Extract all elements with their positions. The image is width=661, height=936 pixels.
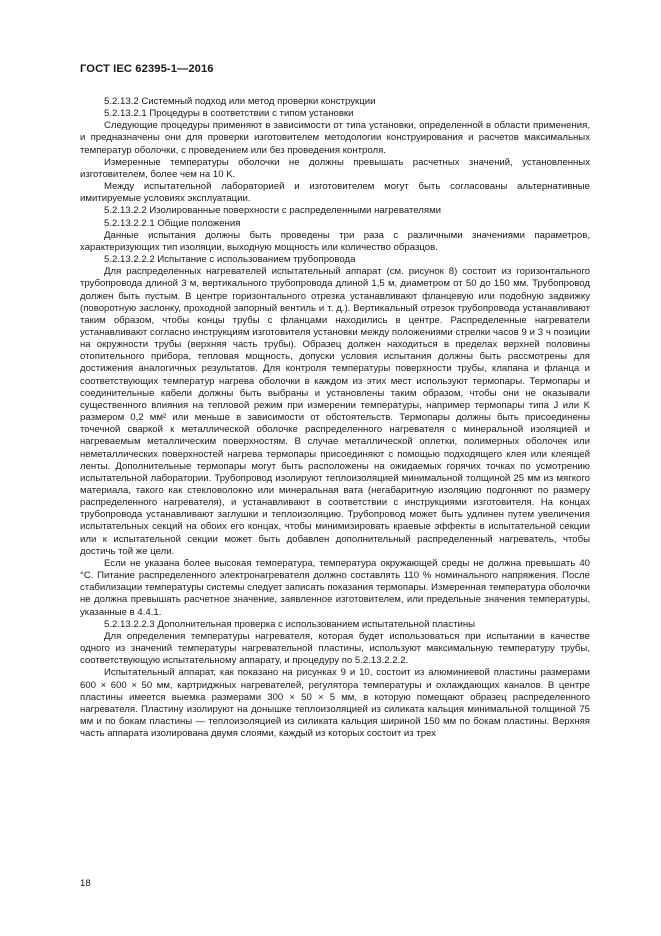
section-heading: 5.2.13.2.2.2 Испытание с использованием трубопровода	[104, 254, 356, 266]
page-number: 18	[80, 878, 91, 889]
section-heading: 5.2.13.2.2 Изолированные поверхности с распределенными нагревателями	[104, 205, 442, 217]
section-heading: 5.2.13.2 Системный подход или метод проверки конструкции	[104, 96, 376, 107]
body-paragraph: Для определения температуры нагревателя, которая будет использоваться при испытании в качестве одного из значений температуры нагревательной пластины, используют максимальную температуру трубы, соответствующую испытательному аппарату, и процедуру по 5.2.13.2.2.2.	[80, 630, 590, 667]
body-paragraph: Следующие процедуры применяют в зависимости от типа установки, определенной в области применения, и предназначены они для проверки изготовителем методологии конструирования и расчетов максимальных температур оболочки, с проведением или без проведения контроля.	[80, 120, 590, 156]
body-paragraph: Между испытательной лабораторией и изготовителем могут быть согласованы альтернативные имитируемые условиях эксплуатации.	[80, 181, 590, 205]
document-body	[80, 96, 590, 740]
body-paragraph: Если не указана более высокая температура, температура окружающей среды не должна превышать 40 °C. Питание распределенного электронагревателя должно составлять 110 % номинального напряжения. После стабилизации температуры системы следует записать показания термопары. Измеренная температура оболочки не должна превышать расчетное значение, заявленное изготовителем, или предельные значения температуры, указанные в 4.4.1.	[80, 557, 590, 618]
section-heading: 5.2.13.2.1 Процедуры в соответствии с типом установки	[104, 108, 354, 120]
body-paragraph: Измеренные температуры оболочки не должны превышать расчетных значений, установленных изготовителем, более чем на 10 K.	[80, 156, 590, 180]
body-paragraph: Испытательный аппарат, как показано на рисунках 9 и 10, состоит из алюминиевой пластины размерами 600 × 600 × 50 мм, картриджных нагревателей, регулятора температуры и охлаждающих каналов. В центре пластины имеется выемка размерами 300 × 50 × 5 мм, в которую помещают образец распределенного нагревателя. Пластину изолируют на донышке теплоизоляцией из силиката кальция минимальной толщиной 75 мм и по бокам пластины — теплоизоляцией из силиката кальция шириной 150 мм по бокам пластины. Верхняя часть аппарата изолирована двумя слоями, каждый из которых состоит из трех	[80, 667, 590, 740]
body-paragraph: Данные испытания должны быть проведены три раза с различными значениями параметров, характеризующих тип изоляции, выходную мощность или количество образцов.	[80, 229, 590, 253]
section-heading: 5.2.13.2.2.3 Дополнительная проверка с использованием испытательной пластины	[104, 618, 476, 630]
section-heading: 5.2.13.2.2.1 Общие положения	[104, 217, 241, 229]
body-paragraph: Для распределенных нагревателей испытательный аппарат (см. рисунок 8) состоит из горизонтального трубопровода длиной 3 м, вертикального трубопровода длиной 1,5 м, диаметром от 50 до 150 мм. Трубопровод должен быть пустым. В центре горизонтального отрезка устанавливают фланцевую или подобную задвижку (поворотную заслонку, проходной запорный вентиль и т. д.). Вертикальный отрезок трубопровода устанавливают таким образом, чтобы концы трубы с фланцами находились в центре. Распределенные нагреватели устанавливают согласно инструкциям изготовителя установки между положениями стрелки часов 9 и 3 ч позиции на окружности трубы (верхняя часть трубы). Образец должен находиться в пределах верхней половины отопительного прибора, тепловая мощность, допуски условия испытания должны быть рассмотрены для достижения аналогичных результатов. Для контроля температуры поверхности трубы, клапана и фланца и соответствующих температур нагрева оболочки в каждом из этих мест используют термопары. Термопары и соединительные кабели должны быть выбраны и установлены таким образом, чтобы они не оказывали существенного влияния на тепловой режим при измерении температуры, например термопары типа J или K размером 0,2 мм² или меньше в зависимости от обстоятельств. Термопары должны быть присоединены точечной сваркой к металлической оболочке распределенного нагревателя с минеральной изоляцией и нагреваемым металлическим поверхностям. В случае металлической оплетки, полимерных оболочек или неметаллических поверхностей нагрева термопары присоединяют с помощью подходящего клея или клеящей ленты. Дополнительные термопары могут быть расположены на ожидаемых горячих точках по усмотрению испытательной лаборатории. Трубопровод изолируют теплоизоляцией минимальной толщиной 25 мм из мягкого материала, такого как стекловолокно или минеральная вата (негабаритную изоляцию подгоняют по размеру распределенного нагревателя), и устанавливают в соответствии с инструкциями изготовителя. На концах трубопровода устанавливают заглушки и теплоизоляцию. Трубопровод может быть удлинен путем увеличения испытательных секций на обоих его концах, чтобы минимизировать краевые эффекты в испытательной секции или к испытательной секции может быть добавлен дополнительный распределенный нагреватель, чтобы достичь той же цели.	[80, 266, 590, 557]
document-header: ГОСТ IEC 62395-1—2016	[80, 63, 214, 75]
